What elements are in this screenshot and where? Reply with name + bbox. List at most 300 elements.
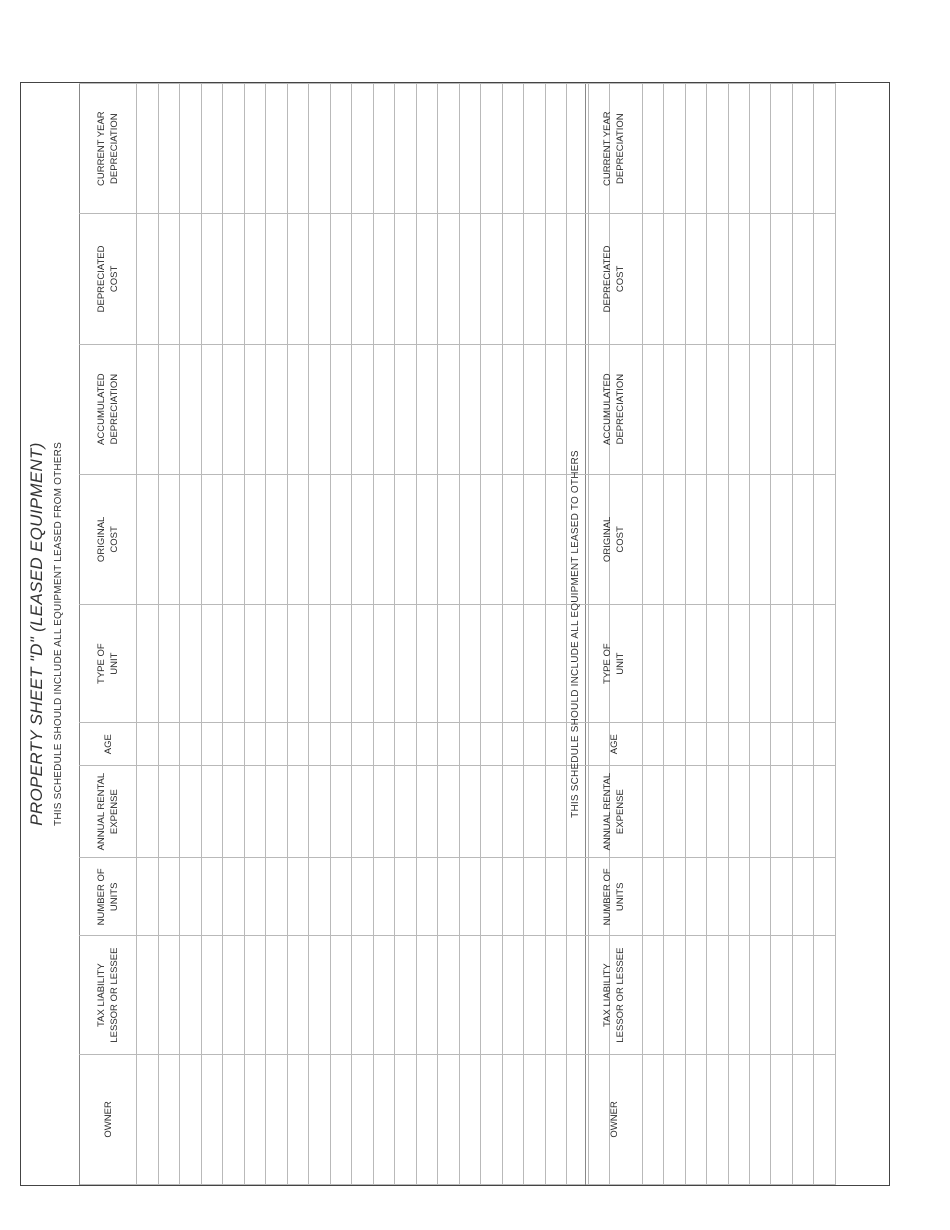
cell-accumulated-depreciation[interactable] — [728, 344, 749, 474]
cell-tax-liability[interactable] — [244, 936, 266, 1054]
cell-depreciated-cost[interactable] — [395, 214, 417, 344]
cell-annual-rental-expense[interactable] — [373, 765, 395, 857]
cell-type-of-unit[interactable] — [771, 604, 792, 722]
cell-accumulated-depreciation[interactable] — [244, 344, 266, 474]
cell-tax-liability[interactable] — [395, 936, 417, 1054]
cell-accumulated-depreciation[interactable] — [438, 344, 460, 474]
cell-tax-liability[interactable] — [137, 936, 159, 1054]
cell-current-year-depreciation[interactable] — [373, 84, 395, 214]
cell-current-year-depreciation[interactable] — [395, 84, 417, 214]
cell-tax-liability[interactable] — [749, 936, 770, 1054]
cell-accumulated-depreciation[interactable] — [158, 344, 180, 474]
cell-type-of-unit[interactable] — [545, 604, 567, 722]
cell-depreciated-cost[interactable] — [481, 214, 503, 344]
cell-original-cost[interactable] — [137, 474, 159, 604]
cell-original-cost[interactable] — [502, 474, 524, 604]
cell-annual-rental-expense[interactable] — [201, 765, 223, 857]
cell-current-year-depreciation[interactable] — [524, 84, 546, 214]
cell-age[interactable] — [395, 723, 417, 766]
cell-type-of-unit[interactable] — [266, 604, 288, 722]
cell-depreciated-cost[interactable] — [201, 214, 223, 344]
cell-number-of-units[interactable] — [266, 858, 288, 936]
cell-depreciated-cost[interactable] — [771, 214, 792, 344]
cell-annual-rental-expense[interactable] — [524, 765, 546, 857]
cell-depreciated-cost[interactable] — [438, 214, 460, 344]
cell-owner[interactable] — [524, 1054, 546, 1184]
cell-original-cost[interactable] — [309, 474, 331, 604]
cell-type-of-unit[interactable] — [643, 604, 664, 722]
cell-age[interactable] — [330, 723, 352, 766]
table-row — [749, 84, 770, 1185]
cell-annual-rental-expense[interactable] — [330, 765, 352, 857]
cell-current-year-depreciation[interactable] — [330, 84, 352, 214]
cell-tax-liability[interactable] — [792, 936, 813, 1054]
cell-annual-rental-expense[interactable] — [158, 765, 180, 857]
cell-type-of-unit[interactable] — [728, 604, 749, 722]
cell-accumulated-depreciation[interactable] — [664, 344, 685, 474]
cell-owner[interactable] — [158, 1054, 180, 1184]
cell-annual-rental-expense[interactable] — [771, 765, 792, 857]
cell-depreciated-cost[interactable] — [287, 214, 309, 344]
cell-accumulated-depreciation[interactable] — [643, 344, 664, 474]
cell-type-of-unit[interactable] — [438, 604, 460, 722]
cell-annual-rental-expense[interactable] — [814, 765, 835, 857]
cell-tax-liability[interactable] — [416, 936, 438, 1054]
cell-current-year-depreciation[interactable] — [180, 84, 202, 214]
cell-annual-rental-expense[interactable] — [266, 765, 288, 857]
cell-depreciated-cost[interactable] — [416, 214, 438, 344]
cell-tax-liability[interactable] — [373, 936, 395, 1054]
cell-owner[interactable] — [545, 1054, 567, 1184]
cell-depreciated-cost[interactable] — [180, 214, 202, 344]
cell-age[interactable] — [814, 723, 835, 766]
cell-accumulated-depreciation[interactable] — [180, 344, 202, 474]
cell-number-of-units[interactable] — [664, 858, 685, 936]
cell-depreciated-cost[interactable] — [459, 214, 481, 344]
cell-original-cost[interactable] — [266, 474, 288, 604]
cell-number-of-units[interactable] — [330, 858, 352, 936]
cell-number-of-units[interactable] — [685, 858, 706, 936]
cell-type-of-unit[interactable] — [352, 604, 374, 722]
cell-original-cost[interactable] — [244, 474, 266, 604]
cell-depreciated-cost[interactable] — [685, 214, 706, 344]
cell-age[interactable] — [685, 723, 706, 766]
cell-tax-liability[interactable] — [459, 936, 481, 1054]
cell-type-of-unit[interactable] — [287, 604, 309, 722]
cell-annual-rental-expense[interactable] — [352, 765, 374, 857]
cell-owner[interactable] — [309, 1054, 331, 1184]
cell-tax-liability[interactable] — [664, 936, 685, 1054]
cell-current-year-depreciation[interactable] — [643, 84, 664, 214]
cell-annual-rental-expense[interactable] — [685, 765, 706, 857]
cell-number-of-units[interactable] — [158, 858, 180, 936]
cell-current-year-depreciation[interactable] — [707, 84, 728, 214]
cell-accumulated-depreciation[interactable] — [330, 344, 352, 474]
cell-age[interactable] — [481, 723, 503, 766]
cell-age[interactable] — [749, 723, 770, 766]
cell-current-year-depreciation[interactable] — [771, 84, 792, 214]
cell-annual-rental-expense[interactable] — [502, 765, 524, 857]
cell-owner[interactable] — [643, 1054, 664, 1184]
cell-accumulated-depreciation[interactable] — [373, 344, 395, 474]
cell-accumulated-depreciation[interactable] — [287, 344, 309, 474]
cell-type-of-unit[interactable] — [244, 604, 266, 722]
cell-number-of-units[interactable] — [137, 858, 159, 936]
cell-number-of-units[interactable] — [749, 858, 770, 936]
table-row — [158, 84, 180, 1185]
cell-accumulated-depreciation[interactable] — [707, 344, 728, 474]
cell-type-of-unit[interactable] — [664, 604, 685, 722]
cell-annual-rental-expense[interactable] — [643, 765, 664, 857]
cell-type-of-unit[interactable] — [330, 604, 352, 722]
cell-type-of-unit[interactable] — [395, 604, 417, 722]
cell-type-of-unit[interactable] — [749, 604, 770, 722]
cell-depreciated-cost[interactable] — [643, 214, 664, 344]
cell-annual-rental-expense[interactable] — [728, 765, 749, 857]
cell-owner[interactable] — [266, 1054, 288, 1184]
cell-age[interactable] — [771, 723, 792, 766]
cell-tax-liability[interactable] — [524, 936, 546, 1054]
cell-original-cost[interactable] — [330, 474, 352, 604]
cell-accumulated-depreciation[interactable] — [524, 344, 546, 474]
cell-age[interactable] — [309, 723, 331, 766]
cell-age[interactable] — [223, 723, 245, 766]
cell-current-year-depreciation[interactable] — [749, 84, 770, 214]
cell-type-of-unit[interactable] — [524, 604, 546, 722]
cell-age[interactable] — [664, 723, 685, 766]
cell-annual-rental-expense[interactable] — [395, 765, 417, 857]
cell-type-of-unit[interactable] — [481, 604, 503, 722]
cell-owner[interactable] — [287, 1054, 309, 1184]
cell-number-of-units[interactable] — [771, 858, 792, 936]
cell-type-of-unit[interactable] — [137, 604, 159, 722]
cell-annual-rental-expense[interactable] — [545, 765, 567, 857]
cell-owner[interactable] — [438, 1054, 460, 1184]
cell-original-cost[interactable] — [685, 474, 706, 604]
cell-original-cost[interactable] — [814, 474, 835, 604]
cell-number-of-units[interactable] — [438, 858, 460, 936]
cell-type-of-unit[interactable] — [309, 604, 331, 722]
cell-current-year-depreciation[interactable] — [792, 84, 813, 214]
cell-number-of-units[interactable] — [223, 858, 245, 936]
cell-original-cost[interactable] — [287, 474, 309, 604]
cell-annual-rental-expense[interactable] — [481, 765, 503, 857]
cell-age[interactable] — [728, 723, 749, 766]
cell-annual-rental-expense[interactable] — [707, 765, 728, 857]
cell-current-year-depreciation[interactable] — [664, 84, 685, 214]
cell-original-cost[interactable] — [180, 474, 202, 604]
cell-age[interactable] — [416, 723, 438, 766]
cell-annual-rental-expense[interactable] — [244, 765, 266, 857]
cell-number-of-units[interactable] — [287, 858, 309, 936]
cell-owner[interactable] — [792, 1054, 813, 1184]
cell-current-year-depreciation[interactable] — [502, 84, 524, 214]
cell-accumulated-depreciation[interactable] — [201, 344, 223, 474]
cell-number-of-units[interactable] — [373, 858, 395, 936]
cell-accumulated-depreciation[interactable] — [137, 344, 159, 474]
cell-accumulated-depreciation[interactable] — [395, 344, 417, 474]
cell-original-cost[interactable] — [416, 474, 438, 604]
cell-accumulated-depreciation[interactable] — [771, 344, 792, 474]
cell-age[interactable] — [201, 723, 223, 766]
cell-depreciated-cost[interactable] — [223, 214, 245, 344]
cell-annual-rental-expense[interactable] — [792, 765, 813, 857]
cell-tax-liability[interactable] — [330, 936, 352, 1054]
cell-age[interactable] — [158, 723, 180, 766]
cell-original-cost[interactable] — [158, 474, 180, 604]
cell-original-cost[interactable] — [524, 474, 546, 604]
cell-age[interactable] — [180, 723, 202, 766]
cell-owner[interactable] — [664, 1054, 685, 1184]
table-row — [771, 84, 792, 1185]
cell-number-of-units[interactable] — [180, 858, 202, 936]
cell-type-of-unit[interactable] — [180, 604, 202, 722]
cell-type-of-unit[interactable] — [814, 604, 835, 722]
title-block — [21, 83, 79, 1185]
cell-current-year-depreciation[interactable] — [223, 84, 245, 214]
cell-accumulated-depreciation[interactable] — [685, 344, 706, 474]
cell-depreciated-cost[interactable] — [330, 214, 352, 344]
cell-depreciated-cost[interactable] — [352, 214, 374, 344]
cell-number-of-units[interactable] — [502, 858, 524, 936]
cell-number-of-units[interactable] — [814, 858, 835, 936]
cell-original-cost[interactable] — [395, 474, 417, 604]
cell-owner[interactable] — [395, 1054, 417, 1184]
table-row — [223, 84, 245, 1185]
cell-owner[interactable] — [749, 1054, 770, 1184]
cell-tax-liability[interactable] — [502, 936, 524, 1054]
cell-current-year-depreciation[interactable] — [728, 84, 749, 214]
cell-depreciated-cost[interactable] — [814, 214, 835, 344]
cell-accumulated-depreciation[interactable] — [545, 344, 567, 474]
cell-age[interactable] — [643, 723, 664, 766]
cell-type-of-unit[interactable] — [707, 604, 728, 722]
cell-age[interactable] — [792, 723, 813, 766]
cell-original-cost[interactable] — [728, 474, 749, 604]
cell-type-of-unit[interactable] — [373, 604, 395, 722]
cell-depreciated-cost[interactable] — [266, 214, 288, 344]
cell-tax-liability[interactable] — [266, 936, 288, 1054]
cell-accumulated-depreciation[interactable] — [792, 344, 813, 474]
cell-current-year-depreciation[interactable] — [309, 84, 331, 214]
cell-original-cost[interactable] — [643, 474, 664, 604]
cell-age[interactable] — [707, 723, 728, 766]
cell-annual-rental-expense[interactable] — [438, 765, 460, 857]
cell-accumulated-depreciation[interactable] — [223, 344, 245, 474]
col-header-current-year-depreciation: CURRENT YEAR DEPRECIATION — [80, 84, 137, 214]
cell-depreciated-cost[interactable] — [545, 214, 567, 344]
cell-owner[interactable] — [180, 1054, 202, 1184]
cell-tax-liability[interactable] — [771, 936, 792, 1054]
cell-accumulated-depreciation[interactable] — [266, 344, 288, 474]
cell-age[interactable] — [137, 723, 159, 766]
cell-original-cost[interactable] — [373, 474, 395, 604]
cell-number-of-units[interactable] — [728, 858, 749, 936]
cell-tax-liability[interactable] — [223, 936, 245, 1054]
cell-current-year-depreciation[interactable] — [137, 84, 159, 214]
cell-current-year-depreciation[interactable] — [814, 84, 835, 214]
cell-depreciated-cost[interactable] — [309, 214, 331, 344]
cell-annual-rental-expense[interactable] — [664, 765, 685, 857]
cell-age[interactable] — [287, 723, 309, 766]
cell-type-of-unit[interactable] — [792, 604, 813, 722]
cell-tax-liability[interactable] — [481, 936, 503, 1054]
cell-owner[interactable] — [352, 1054, 374, 1184]
cell-age[interactable] — [524, 723, 546, 766]
cell-tax-liability[interactable] — [180, 936, 202, 1054]
cell-depreciated-cost[interactable] — [749, 214, 770, 344]
cell-tax-liability[interactable] — [814, 936, 835, 1054]
cell-original-cost[interactable] — [749, 474, 770, 604]
cell-number-of-units[interactable] — [416, 858, 438, 936]
cell-annual-rental-expense[interactable] — [180, 765, 202, 857]
cell-accumulated-depreciation[interactable] — [749, 344, 770, 474]
cell-original-cost[interactable] — [223, 474, 245, 604]
cell-original-cost[interactable] — [792, 474, 813, 604]
cell-owner[interactable] — [728, 1054, 749, 1184]
cell-annual-rental-expense[interactable] — [137, 765, 159, 857]
cell-accumulated-depreciation[interactable] — [481, 344, 503, 474]
cell-age[interactable] — [373, 723, 395, 766]
cell-original-cost[interactable] — [707, 474, 728, 604]
table-row — [685, 84, 706, 1185]
cell-current-year-depreciation[interactable] — [438, 84, 460, 214]
col-header-number-of-units: NUMBER OF UNITS — [586, 858, 643, 936]
cell-tax-liability[interactable] — [352, 936, 374, 1054]
cell-current-year-depreciation[interactable] — [685, 84, 706, 214]
cell-current-year-depreciation[interactable] — [459, 84, 481, 214]
cell-annual-rental-expense[interactable] — [309, 765, 331, 857]
cell-age[interactable] — [459, 723, 481, 766]
cell-original-cost[interactable] — [771, 474, 792, 604]
cell-current-year-depreciation[interactable] — [416, 84, 438, 214]
cell-owner[interactable] — [771, 1054, 792, 1184]
cell-type-of-unit[interactable] — [223, 604, 245, 722]
cell-accumulated-depreciation[interactable] — [352, 344, 374, 474]
cell-depreciated-cost[interactable] — [502, 214, 524, 344]
cell-owner[interactable] — [707, 1054, 728, 1184]
cell-current-year-depreciation[interactable] — [287, 84, 309, 214]
cell-owner[interactable] — [416, 1054, 438, 1184]
cell-depreciated-cost[interactable] — [792, 214, 813, 344]
cell-number-of-units[interactable] — [792, 858, 813, 936]
cell-type-of-unit[interactable] — [502, 604, 524, 722]
cell-depreciated-cost[interactable] — [707, 214, 728, 344]
cell-original-cost[interactable] — [459, 474, 481, 604]
cell-original-cost[interactable] — [352, 474, 374, 604]
cell-depreciated-cost[interactable] — [524, 214, 546, 344]
cell-number-of-units[interactable] — [459, 858, 481, 936]
cell-number-of-units[interactable] — [481, 858, 503, 936]
cell-current-year-depreciation[interactable] — [481, 84, 503, 214]
cell-original-cost[interactable] — [545, 474, 567, 604]
cell-number-of-units[interactable] — [707, 858, 728, 936]
cell-tax-liability[interactable] — [438, 936, 460, 1054]
cell-annual-rental-expense[interactable] — [287, 765, 309, 857]
cell-annual-rental-expense[interactable] — [223, 765, 245, 857]
cell-age[interactable] — [545, 723, 567, 766]
cell-owner[interactable] — [137, 1054, 159, 1184]
cell-number-of-units[interactable] — [309, 858, 331, 936]
cell-original-cost[interactable] — [438, 474, 460, 604]
cell-tax-liability[interactable] — [158, 936, 180, 1054]
cell-type-of-unit[interactable] — [459, 604, 481, 722]
cell-annual-rental-expense[interactable] — [459, 765, 481, 857]
cell-number-of-units[interactable] — [524, 858, 546, 936]
cell-accumulated-depreciation[interactable] — [459, 344, 481, 474]
cell-number-of-units[interactable] — [244, 858, 266, 936]
cell-owner[interactable] — [330, 1054, 352, 1184]
cell-owner[interactable] — [459, 1054, 481, 1184]
table-row — [180, 84, 202, 1185]
cell-age[interactable] — [352, 723, 374, 766]
cell-accumulated-depreciation[interactable] — [416, 344, 438, 474]
cell-tax-liability[interactable] — [201, 936, 223, 1054]
cell-owner[interactable] — [244, 1054, 266, 1184]
cell-original-cost[interactable] — [481, 474, 503, 604]
cell-type-of-unit[interactable] — [158, 604, 180, 722]
cell-current-year-depreciation[interactable] — [244, 84, 266, 214]
cell-number-of-units[interactable] — [545, 858, 567, 936]
cell-depreciated-cost[interactable] — [244, 214, 266, 344]
cell-type-of-unit[interactable] — [685, 604, 706, 722]
cell-current-year-depreciation[interactable] — [545, 84, 567, 214]
cell-age[interactable] — [244, 723, 266, 766]
cell-type-of-unit[interactable] — [416, 604, 438, 722]
cell-annual-rental-expense[interactable] — [416, 765, 438, 857]
cell-tax-liability[interactable] — [728, 936, 749, 1054]
cell-number-of-units[interactable] — [643, 858, 664, 936]
cell-owner[interactable] — [685, 1054, 706, 1184]
cell-tax-liability[interactable] — [309, 936, 331, 1054]
cell-accumulated-depreciation[interactable] — [814, 344, 835, 474]
cell-depreciated-cost[interactable] — [137, 214, 159, 344]
cell-accumulated-depreciation[interactable] — [309, 344, 331, 474]
cell-number-of-units[interactable] — [395, 858, 417, 936]
cell-original-cost[interactable] — [201, 474, 223, 604]
cell-depreciated-cost[interactable] — [728, 214, 749, 344]
cell-tax-liability[interactable] — [287, 936, 309, 1054]
cell-age[interactable] — [438, 723, 460, 766]
cell-depreciated-cost[interactable] — [158, 214, 180, 344]
cell-type-of-unit[interactable] — [201, 604, 223, 722]
cell-current-year-depreciation[interactable] — [352, 84, 374, 214]
cell-current-year-depreciation[interactable] — [201, 84, 223, 214]
cell-accumulated-depreciation[interactable] — [502, 344, 524, 474]
table-row — [309, 84, 331, 1185]
cell-tax-liability[interactable] — [643, 936, 664, 1054]
cell-depreciated-cost[interactable] — [373, 214, 395, 344]
cell-tax-liability[interactable] — [707, 936, 728, 1054]
cell-number-of-units[interactable] — [352, 858, 374, 936]
cell-annual-rental-expense[interactable] — [749, 765, 770, 857]
cell-current-year-depreciation[interactable] — [266, 84, 288, 214]
cell-number-of-units[interactable] — [201, 858, 223, 936]
cell-owner[interactable] — [373, 1054, 395, 1184]
cell-age[interactable] — [502, 723, 524, 766]
cell-age[interactable] — [266, 723, 288, 766]
cell-owner[interactable] — [814, 1054, 835, 1184]
cell-current-year-depreciation[interactable] — [158, 84, 180, 214]
cell-tax-liability[interactable] — [545, 936, 567, 1054]
cell-owner[interactable] — [201, 1054, 223, 1184]
cell-owner[interactable] — [481, 1054, 503, 1184]
cell-owner[interactable] — [223, 1054, 245, 1184]
cell-original-cost[interactable] — [664, 474, 685, 604]
cell-tax-liability[interactable] — [685, 936, 706, 1054]
cell-owner[interactable] — [502, 1054, 524, 1184]
cell-depreciated-cost[interactable] — [664, 214, 685, 344]
